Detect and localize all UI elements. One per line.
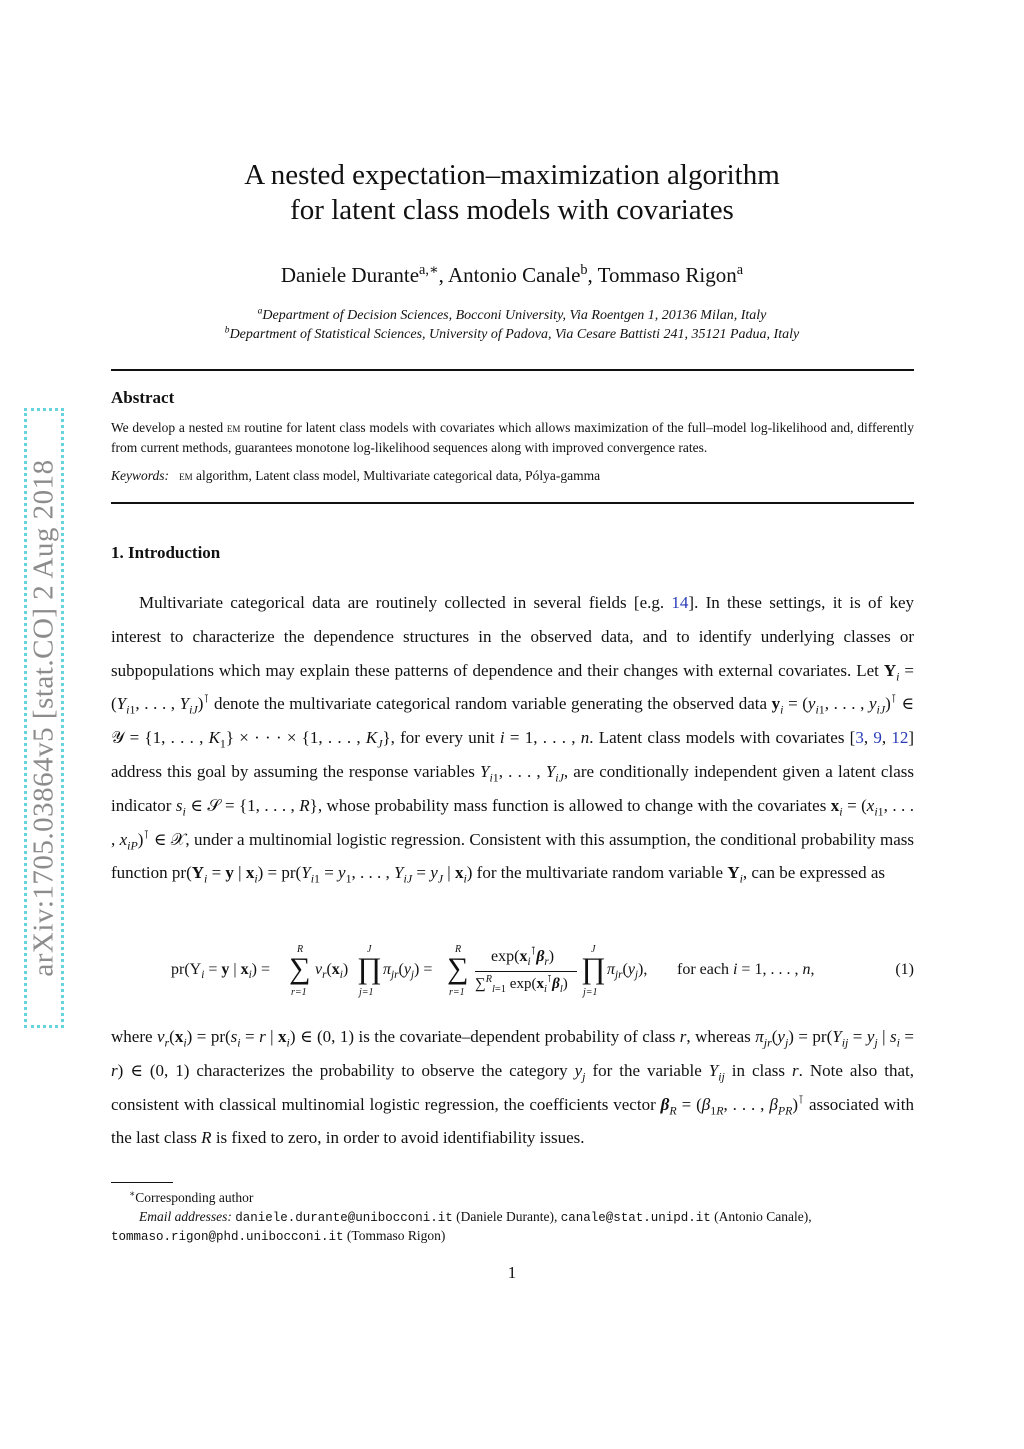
affiliation: $^b$Department of Statistical Sciences, University of Padova, Via Cesare Battisti 241, 35121 Padua, Italy (224, 325, 800, 342)
divider (111, 502, 914, 504)
citation-link[interactable]: 9 (873, 728, 882, 748)
citation-link[interactable]: 3 (855, 728, 864, 748)
arxiv-stamp (24, 408, 64, 1028)
email-link[interactable]: canale@stat.unipd.it (560, 1210, 711, 1225)
body-paragraph: where $\nu_r(x_i) = pr(s_i = r$ | $x_i$) ∈ (0, 1) is the covariate–dependent probability of class r, whereas $\pi_{jr}(y_j) = pr(Y_{ij} = y_j$ | $s_i = r$) ∈ (0, 1) characterizes the probability to observe the category $y_j$ for the variable $Y_{ij}$ in class r. Note also that, consistent with classical multinomial logistic regression, the coefficients vector $\beta_R = (\beta_{1R}$, . . . , $\beta_{PR})^⊺$ associated with the last class R is fixed to zero, in order to avoid identifiability issues. (111, 1027, 914, 1148)
footnote-emails-cont: tommaso.rigon@phd.unibocconi.it (Tommaso Rigon) (111, 1228, 446, 1244)
footnote-emails: Email addresses: daniele.durante@unibocconi.it (Daniele Durante), canale@stat.unipd.it (Antonio Canale), (139, 1208, 812, 1225)
footnote-rule (111, 1182, 173, 1183)
abstract-heading: Abstract (111, 388, 175, 407)
intro-paragraph: Multivariate categorical data are routinely collected in several fields [e.g. 14]. In these settings, it is of key interest to characterize the dependence structures in the observed data, and to identify underlying classes or subpopulations which may explain these patterns of dependence and their changes with external covariates. Let $Y_i = (Y_{i1}$, . . . , $Y_{iJ})^⊺$ denote the multivariate categorical random variable generating the observed data $y_i = (y_{i1}$, . . . , $y_{iJ})^⊺$ ∈ 𝒴 = {1, . . . , $K_1$} × · · · × {1, . . . , $K_J$}, for every unit i = 1, . . . , n. Latent class models with covariates [3, 9, 12] address this goal by assuming the response variables $Y_{i1}$, . . . , $Y_{iJ}$, are conditionally independent given a latent class indicator $s_i$ ∈ 𝒮 = {1, . . . , R}, whose probability mass function is allowed to change with the covariates $x_i = (x_{i1}$, . . . , $x_{iP})^⊺$ ∈ 𝒳, under a multinomial logistic regression. Consistent with this assumption, the conditional probability mass function $pr(Y_i = y$ | $x_i) = pr(Y_{i1} = y_1$, . . . , $Y_{iJ} = y_J$ | $x_i$) for the multivariate random variable $Y_i$, can be expressed as (111, 593, 915, 886)
page-number: 1 (507, 1263, 517, 1282)
arxiv-id: arXiv:1705.03864v5 [stat.CO] 2 Aug 2018 (27, 459, 60, 977)
email-link[interactable]: daniele.durante@unibocconi.it (235, 1210, 453, 1225)
citation-link[interactable]: 12 (891, 728, 909, 748)
author-name: Tommaso Rigon (597, 263, 737, 287)
author-name: Daniele Durante (280, 263, 420, 287)
divider (111, 369, 914, 371)
email-link[interactable]: tommaso.rigon@phd.unibocconi.it (111, 1230, 344, 1244)
affiliations (0, 306, 1024, 344)
citation-link[interactable]: 14 (671, 593, 689, 612)
section-heading: 1. Introduction (111, 543, 221, 562)
footnote-corresponding: ∗Corresponding author (129, 1188, 254, 1205)
author-list: Daniele Durante$^{a,∗}$, Antonio Canale$^b$, Tommaso Rigon$^a$ (280, 262, 744, 287)
equation-number: (1) (895, 961, 914, 978)
equation-1: $pr(Y_i = y$ | $x_i$) = R ∑ r=1 $\nu_r(x_i)$ J ∏ j=1 $\pi_{jr}(y_j)$ = R ∑ r=1 $\exp(x_i^⊺\beta_r)$ ∑$^R_{l=1}$ $\exp(x_i^⊺\beta_l)$ J ∏ j=1 $\pi_{jr}(y_j)$, for each i = 1, . . . , n, (1) (171, 944, 914, 998)
paper-title: A nested expectation–maximization algorithm for latent class models with covariates (244, 159, 780, 226)
affiliation: $^a$Department of Decision Sciences, Bocconi University, Via Roentgen 1, 20136 Milan, Italy (257, 306, 767, 323)
footnotes (111, 1189, 914, 1247)
keywords: Keywords: em algorithm, Latent class model, Multivariate categorical data, Pólya-gamma (111, 468, 601, 483)
abstract-text: We develop a nested em routine for latent class models with covariates which allows maximization of the full–model log-likelihood and, differently from current methods, guarantees monotone log-likelihood sequences along with improved convergence rates. (111, 420, 915, 455)
author-name: Antonio Canale (448, 263, 581, 287)
